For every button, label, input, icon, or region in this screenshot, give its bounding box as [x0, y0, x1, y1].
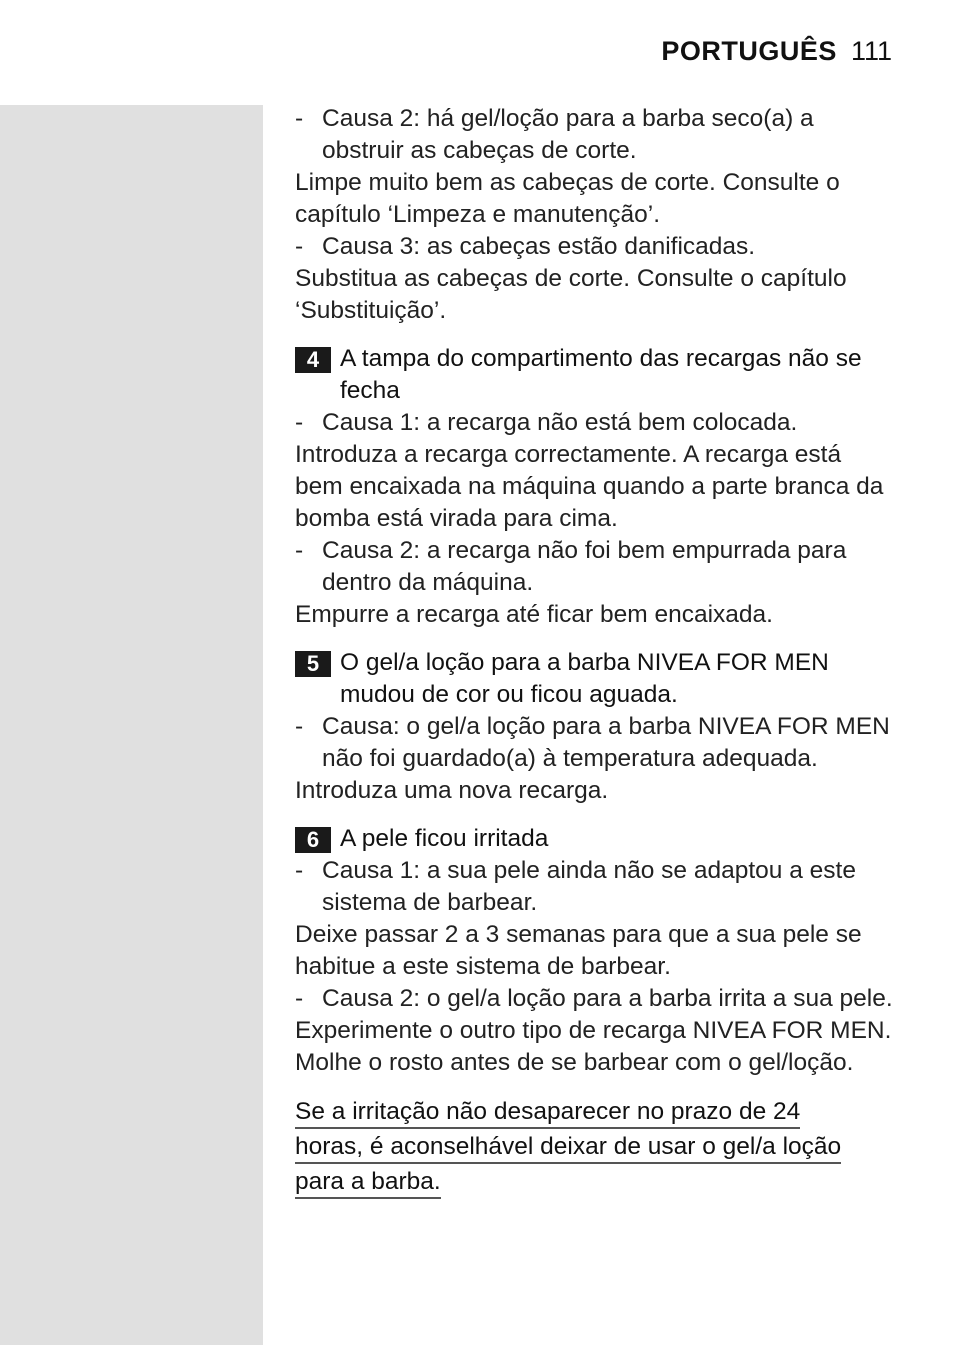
- remedy-text: Deixe passar 2 a 3 semanas para que a sua pele se habitue a este sistema de barbear.: [295, 921, 862, 980]
- language-heading: PORTUGUÊS: [661, 36, 837, 66]
- problem-heading-4: [295, 343, 895, 407]
- page-number: 111: [850, 36, 892, 66]
- remedy-text: Introduza uma nova recarga.: [295, 777, 609, 804]
- gray-margin-panel: [0, 105, 263, 1345]
- problem-title: A pele ficou irritada: [340, 825, 549, 852]
- cause-text: Causa 1: a recarga não está bem colocada.: [322, 409, 798, 436]
- step-number-badge: 5: [295, 651, 331, 677]
- cause-item: [295, 407, 895, 439]
- step-number-badge: 6: [295, 827, 331, 853]
- bullet-dash: -: [295, 105, 304, 132]
- remedy-text: Introduza a recarga correctamente. A recarga está bem encaixada na máquina quando a parte branca da bomba está virada para cima.: [295, 441, 884, 532]
- bullet-dash: -: [295, 713, 304, 740]
- cause-item: [295, 103, 895, 167]
- problem-title: O gel/a loção para a barba NIVEA FOR MEN mudou de cor ou ficou aguada.: [340, 649, 829, 708]
- warning-line: horas, é aconselhável deixar de usar o gel/a loção: [295, 1132, 841, 1164]
- bullet-dash: -: [295, 537, 304, 564]
- cause-text: Causa 2: a recarga não foi bem empurrada para dentro da máquina.: [322, 537, 847, 596]
- cause-item: [295, 855, 895, 919]
- problem-title: A tampa do compartimento das recargas não se fecha: [340, 345, 862, 404]
- warning-line: para a barba.: [295, 1167, 441, 1199]
- page-header: [661, 36, 892, 67]
- warning-line: Se a irritação não desaparecer no prazo de 24: [295, 1097, 800, 1129]
- remedy-text: Limpe muito bem as cabeças de corte. Consulte o capítulo ‘Limpeza e manutenção’.: [295, 169, 840, 228]
- cause-text: Causa 2: o gel/a loção para a barba irrita a sua pele.: [322, 985, 893, 1012]
- warning-note: [295, 1096, 895, 1201]
- remedy-text: Empurre a recarga até ficar bem encaixada.: [295, 601, 773, 628]
- cause-text: Causa 1: a sua pele ainda não se adaptou a este sistema de barbear.: [322, 857, 856, 916]
- cause-text: Causa 2: há gel/loção para a barba seco(a) a obstruir as cabeças de corte.: [322, 105, 814, 164]
- cause-item: [295, 535, 895, 599]
- cause-text: Causa 3: as cabeças estão danificadas.: [322, 233, 756, 260]
- cause-item: [295, 711, 895, 775]
- cause-item: [295, 983, 895, 1015]
- bullet-dash: -: [295, 233, 304, 260]
- remedy-text: Molhe o rosto antes de se barbear com o gel/loção.: [295, 1049, 854, 1076]
- bullet-dash: -: [295, 857, 304, 884]
- remedy-text: Experimente o outro tipo de recarga NIVEA FOR MEN.: [295, 1017, 892, 1044]
- cause-text: Causa: o gel/a loção para a barba NIVEA FOR MEN não foi guardado(a) à temperatura adequada.: [322, 713, 890, 772]
- cause-item: [295, 231, 895, 263]
- bullet-dash: -: [295, 985, 304, 1012]
- manual-content: [295, 103, 895, 1201]
- step-number-badge: 4: [295, 347, 331, 373]
- remedy-text: Substitua as cabeças de corte. Consulte o capítulo ‘Substituição’.: [295, 265, 847, 324]
- problem-heading-6: [295, 823, 895, 855]
- problem-heading-5: [295, 647, 895, 711]
- bullet-dash: -: [295, 409, 304, 436]
